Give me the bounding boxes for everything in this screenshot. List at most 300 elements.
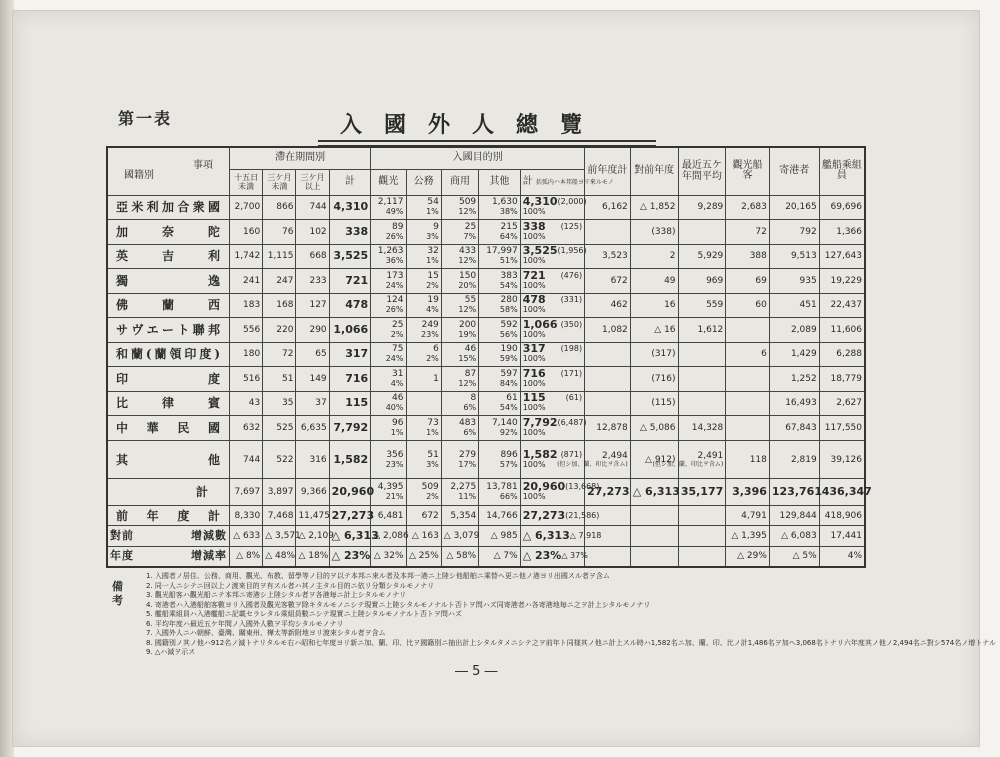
port-call-cell [769,318,819,343]
purpose-total-bracket: (2,000) [557,197,587,207]
prev-total-cell [585,391,631,416]
tourist-ship-cell [726,244,770,269]
nationality-cell [107,220,230,245]
avg-cell [678,526,726,546]
vs-prev: △ 912) [645,454,676,465]
purpose-p1: △ 2,086 [373,531,409,542]
stay-s2: 525 [276,422,294,433]
purpose-total-ratio: 100% [522,280,546,290]
table-row [107,342,865,367]
table-body [107,195,872,567]
purpose-p1-value: 2,117 [377,197,404,208]
tourist-ship: 6 [761,349,767,360]
stay-cell [230,318,263,343]
tourist-ship: 4,791 [741,510,767,521]
purpose-p3-ratio: 6% [463,403,477,413]
stay-s1: 516 [243,373,261,384]
stay-s3: △ 2,109 [298,531,335,542]
stay-s2: 72 [282,349,294,360]
header-purpose-note: 括弧内ハ本邦船ヨリ來ルモノ [535,178,614,186]
purpose-total-cell [520,269,584,294]
stay-cell [230,506,263,526]
purpose-p1-value: 46 [392,393,404,404]
stay-s3: 6,635 [300,422,327,433]
port-call-cell [769,526,819,546]
purpose-total-cell [520,342,584,367]
port-call-cell [769,479,822,506]
tourist-ship-cell [726,479,770,506]
vs-prev: (338) [651,226,676,237]
purpose-p2-ratio: 1% [426,207,439,217]
row-name: 和蘭(蘭領印度) [116,347,222,362]
avg-cell [678,479,726,506]
crew-cell [819,318,865,343]
prev-total-cell [585,195,631,220]
avg: 2,491 [697,451,724,462]
stay-cell [296,506,329,526]
purpose-p4-value: 1,630 [491,197,518,208]
tourist-ship-cell [726,293,770,318]
avg-note: (但シ加、蘭、印比ヲ含ム) [652,461,724,469]
prev-total: 2,494 [602,451,628,462]
header-purpose-other: 其他 [479,169,521,195]
stay-s3: 668 [309,251,327,262]
port-call-cell [769,391,819,416]
purpose-total: △ 6,313 [522,529,570,543]
crew-cell [819,526,865,546]
purpose-p4-ratio: 56% [499,329,518,339]
stay-total: 1,066 [333,322,369,336]
purpose-cell [479,342,521,367]
purpose-total-cell [520,293,584,318]
purpose-cell [441,220,478,245]
purpose-total-cell [520,546,588,567]
row-name: 佛蘭西 [116,298,222,313]
nationality-cell [107,342,230,367]
crew: 69,696 [830,202,862,213]
crew: 6,288 [836,349,862,360]
table-row [107,526,865,546]
vs-prev: 49 [664,275,676,286]
rate-label-1: 年度 [110,549,134,563]
crew: 127,643 [824,251,862,262]
purpose-p2-value: 509 [421,482,439,493]
purpose-total-bracket: (1,956) [557,246,587,256]
purpose-p2-ratio: 23% [421,329,439,339]
purpose-p4-ratio: 92% [499,427,518,437]
purpose-total: △ 23% [522,549,562,563]
port-call: 2,819 [790,454,817,465]
purpose-p1-ratio: 1% [390,427,404,437]
port-call-cell [769,195,819,220]
purpose-cell [479,546,521,567]
stay-s2: 522 [276,454,294,465]
purpose-p1-ratio: 49% [385,207,404,217]
stay-s3: 9,366 [300,487,327,498]
nationality-cell [107,506,230,526]
stay-total-cell [329,526,379,546]
stay-total-cell [329,220,371,245]
stay-s3: 11,475 [298,510,330,521]
tourist-ship-cell [726,195,770,220]
table-row [107,440,865,479]
purpose-p1: △ 32% [373,551,404,562]
purpose-cell [406,318,441,343]
row-name: 獨逸 [116,273,222,288]
stay-cell [296,318,329,343]
vs-prev: (115) [651,398,676,409]
port-call-cell [769,220,819,245]
purpose-cell [441,546,478,567]
purpose-total-cell [520,479,600,506]
stay-s2: 866 [276,202,294,213]
stay-s1: 8,330 [234,510,261,521]
stay-s2: △ 3,571 [265,531,301,542]
vs-prev: 16 [664,300,676,311]
stay-cell [263,526,301,546]
header-purpose-tourism: 觀光 [371,169,406,195]
avg-cell [678,220,726,245]
purpose-p3-value: 150 [458,270,477,281]
crew: 17,441 [830,531,862,542]
note-line: 3. 觀光船客ハ觀光船ニテ本邦ニ寄港シ上陸シタル者ヲ各港毎ニ計上シタルモノナリ [146,591,407,599]
stay-s1: 1,742 [234,251,261,262]
vs-prev: △ 5,086 [639,422,676,433]
purpose-p2-ratio: 3% [426,231,439,241]
purpose-cell [371,318,406,343]
stay-cell [296,367,329,392]
prev-total: 6,162 [602,202,628,213]
nationality-cell [107,195,230,220]
prev-total-cell [585,342,631,367]
port-call-cell [769,244,819,269]
stay-cell [263,342,296,367]
note-line: 2. 同一人ニシテニ回以上ノ渡來目的ヲ有スル者ハ其ノ主タル目的ニ依リ分類シタルモノナリ [146,581,435,590]
purpose-cell [371,195,406,220]
vs-prev-cell [630,269,678,294]
purpose-cell [371,546,406,567]
purpose-total-bracket: (61) [565,393,583,403]
tourist-ship: 2,683 [741,202,767,213]
stay-s1: 160 [243,226,261,237]
purpose-p4-ratio: 64% [499,231,518,241]
stay-total: 20,960 [331,485,375,499]
purpose-total-ratio: 100% [522,305,546,315]
purpose-cell [441,269,478,294]
crew: 436,347 [821,485,872,499]
purpose-total: 27,273 [522,508,566,522]
port-call: △ 5% [792,551,817,562]
note-line: 5. 艦船乘組員ハ入港艦船ニ記載セラレタル乘組員數ニシテ現實ニ上陸シタルモノナルト否トヲ問ハズ [146,610,462,618]
stay-s1: 180 [243,349,261,360]
purpose-p1-ratio: 36% [385,256,404,266]
port-call: 2,089 [790,324,817,335]
stay-s1: 7,697 [234,487,261,498]
purpose-p3-value: 433 [458,246,477,257]
purpose-p3-value: 279 [458,449,477,460]
stay-cell [296,269,329,294]
table-number: 第一表 [118,109,173,128]
stay-s1: 183 [243,300,261,311]
purpose-p1-value: 1,263 [377,246,404,257]
purpose-p1-value: 356 [386,449,404,460]
purpose-p4-ratio: 57% [499,459,518,469]
stay-s2: 51 [282,373,294,384]
purpose-total: 4,310 [522,195,558,209]
stay-cell [263,244,296,269]
nationality-cell [107,244,230,269]
table-row [107,479,865,506]
port-call: 451 [799,300,817,311]
stay-total-cell [329,195,371,220]
stay-s3: △ 18% [298,551,329,562]
purpose-total: 721 [522,268,546,282]
crew-cell [819,367,865,392]
row-name: 亞米利加合衆國 [116,200,222,215]
purpose-p3-ratio: 6% [463,427,477,437]
purpose-total-ratio: 100% [522,378,546,388]
purpose-total-bracket: (125) [560,221,583,231]
purpose-p2-value: 51 [427,449,439,460]
row-name: 印度 [116,371,222,386]
port-call: 123,761 [771,485,822,499]
purpose-cell [406,526,441,546]
stay-cell [263,367,296,392]
note-line: 1. 入國者ノ居住、公務、商用、觀光、布教、留學等ノ目的ヲ以テ本邦ニ來ル者及本邦一港ニ上陸シ他船舶ニ乘替ヘ更ニ他ノ港ヨリ出國スル者ヲ含ム [146,572,610,580]
purpose-p1-ratio: 2% [390,329,404,339]
inc-rate-label [107,546,230,567]
crew-cell [819,506,865,526]
purpose-p4-ratio: 54% [499,280,518,290]
stay-cell [230,416,263,441]
purpose-p2-value: 54 [427,197,439,208]
purpose-cell [479,391,521,416]
purpose-p1-ratio: 24% [385,354,404,364]
prev-total-cell [585,293,631,318]
table-row [107,416,865,441]
crew: 2,627 [836,398,862,409]
tourist-ship-cell [726,506,770,526]
purpose-cell [406,293,441,318]
purpose-cell [441,479,478,506]
avg-cell [678,546,726,567]
vs-prev: △ 1,852 [639,202,676,213]
purpose-cell [479,318,521,343]
stay-total-cell [329,342,371,367]
stay-s2: 35 [282,398,294,409]
total-label: 計 [196,485,210,500]
purpose-p3-value: 25 [464,221,477,232]
inc-label-1: 對前 [110,529,134,543]
purpose-cell [441,440,478,479]
vs-prev-cell [630,293,678,318]
purpose-cell [479,479,521,506]
purpose-total-cell [520,318,584,343]
purpose-total-bracket: (476) [560,270,583,280]
header-purpose-official: 公務 [406,169,441,195]
purpose-total: 716 [522,366,546,380]
purpose-total-ratio: 100% [522,403,546,413]
stay-cell [296,479,329,506]
tourist-ship: 388 [749,251,767,262]
purpose-p3-value: 483 [458,417,477,428]
stay-cell [263,220,296,245]
purpose-cell [479,220,521,245]
purpose-p4-value: 896 [500,449,518,460]
purpose-p4-ratio: 38% [499,207,518,217]
prev-note: (但シ加、蘭、印比ヲ含ム) [557,461,628,469]
port-call-cell [769,342,819,367]
vs-prev-cell [630,220,678,245]
stay-cell [230,440,263,479]
stay-cell [296,416,329,441]
purpose-p4-ratio: 84% [499,378,518,388]
tourist-ship-cell [726,526,770,546]
inc-count-label [107,526,230,546]
avg-cell [678,269,726,294]
stay-total: 1,582 [333,452,369,466]
avg-cell [678,318,726,343]
tourist-ship: 60 [755,300,767,311]
stay-cell [263,293,296,318]
header-vs-prev: 對前年度 [630,147,678,195]
purpose-p3-ratio: 7% [463,231,477,241]
purpose-p2-value: 73 [427,417,439,428]
stay-cell [296,440,329,479]
stay-cell [230,342,263,367]
purpose-p1-value: 25 [392,319,404,330]
nationality-cell [107,269,230,294]
purpose-p2-value: 1 [433,373,439,384]
stay-cell [230,293,263,318]
purpose-p4-ratio: 58% [499,305,518,315]
port-call-cell [769,440,819,479]
purpose-total-ratio: 100% [522,354,546,364]
purpose-p2-ratio: 2% [426,354,439,364]
stay-cell [296,293,329,318]
purpose-cell [479,244,521,269]
tourist-ship: 69 [755,275,767,286]
rate-label-2: 增減率 [191,549,228,563]
table-row [107,391,865,416]
purpose-cell [479,269,521,294]
stay-total-cell [329,506,375,526]
purpose-total-bracket: △ 7,918 [569,531,602,541]
avg: 559 [706,300,724,311]
purpose-p2-ratio: 1% [426,427,439,437]
purpose-total-bracket: (198) [560,344,583,354]
stay-s1: 241 [243,275,261,286]
purpose-total-bracket: (6,487) [557,417,587,427]
table-row [107,293,865,318]
stay-total-cell [329,367,371,392]
stay-cell [263,440,296,479]
statistics-table [106,146,872,568]
purpose-total: 3,525 [522,244,558,258]
avg: 14,328 [691,422,724,433]
purpose-p2-value: 9 [433,221,439,232]
purpose-p1-value: 124 [386,295,404,306]
stay-cell [230,195,263,220]
stay-s3: 102 [309,226,327,237]
purpose-cell [479,526,521,546]
nationality-cell [107,440,230,479]
purpose-total-ratio: 100% [522,329,546,339]
stay-total: 27,273 [331,508,375,522]
purpose-p2-ratio: 1% [426,256,439,266]
purpose-cell [371,342,406,367]
stay-s3: 65 [315,349,327,360]
avg-cell [678,506,726,526]
port-call-cell [769,416,819,441]
purpose-p2: △ 25% [409,551,439,562]
notes-label: 備考 [112,580,123,607]
stay-cell [263,546,296,567]
purpose-total-cell [520,195,587,220]
stay-s1: 744 [243,454,261,465]
purpose-cell [479,195,521,220]
purpose-p3-value: 46 [464,344,477,355]
table-row [107,318,865,343]
purpose-p4-value: 215 [500,221,518,232]
stay-cell [263,479,296,506]
purpose-p4-value: 13,781 [486,482,518,493]
purpose-cell [371,293,406,318]
inc-label-2: 增減數 [191,529,228,543]
port-call: 9,513 [790,251,817,262]
stay-total: 3,525 [333,249,369,263]
vs-prev: (317) [651,349,676,360]
purpose-p4-value: 17,997 [486,246,518,257]
purpose-cell [441,416,478,441]
stay-cell [263,416,296,441]
table-row [107,244,865,269]
tourist-ship: △ 1,395 [731,531,767,542]
purpose-cell [479,416,521,441]
purpose-cell [371,367,406,392]
purpose-total-ratio: 100% [522,427,546,437]
purpose-p2: △ 163 [411,531,439,542]
tourist-ship: 3,396 [732,485,767,499]
vs-prev-cell [630,506,678,526]
stay-s3: 290 [309,324,327,335]
purpose-cell [371,479,406,506]
purpose-total: 317 [522,342,546,356]
purpose-cell [441,506,478,526]
tourist-ship-cell [726,220,770,245]
purpose-cell [371,416,406,441]
crew: 1,366 [836,226,862,237]
purpose-total-bracket: (21,586) [565,510,600,520]
prev-total-cell [585,367,631,392]
purpose-p3-ratio: 15% [458,354,477,364]
port-call: 129,844 [779,510,817,521]
crew: 39,126 [830,454,862,465]
purpose-cell [406,367,441,392]
stay-total-cell [329,479,375,506]
purpose-cell [441,367,478,392]
header-recent5: 最近五ケ年間平均 [678,147,726,195]
purpose-p1: 6,481 [377,510,404,521]
purpose-cell [406,440,441,479]
crew: 22,437 [830,300,862,311]
stay-cell [296,391,329,416]
stay-cell [230,220,263,245]
vs-prev-cell [630,546,678,567]
stay-cell [230,367,263,392]
stay-cell [230,546,263,567]
stay-s2: 168 [276,300,294,311]
